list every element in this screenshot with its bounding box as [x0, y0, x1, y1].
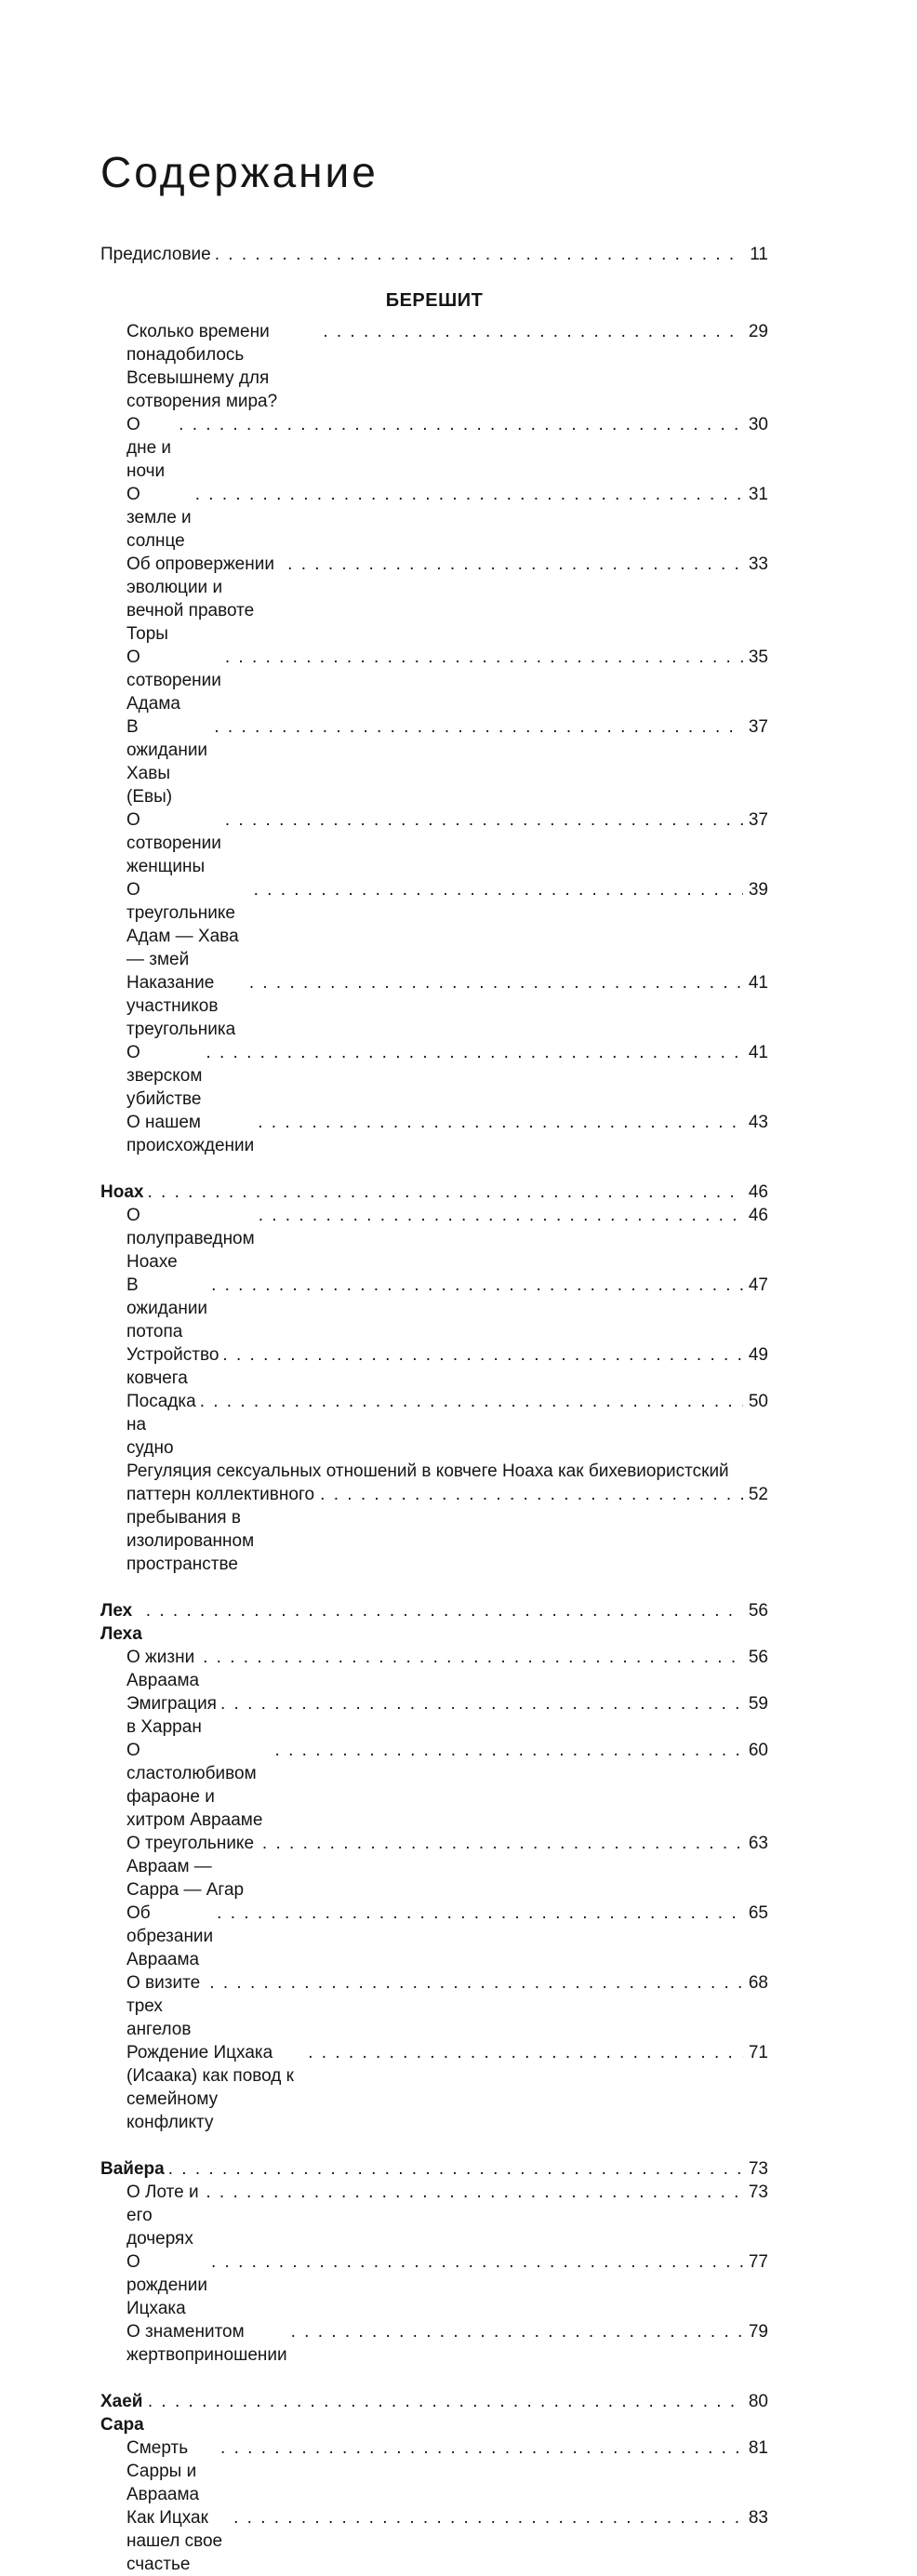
entry-title: Смерть Сарры и Авраама — [126, 2437, 200, 2504]
toc-group — [100, 289, 768, 1157]
dot-leader — [308, 2041, 743, 2064]
page-number: 81 — [748, 2437, 768, 2458]
entry-title: Рождение Ицхака (Исаака) как повод к семейному конфликту — [126, 2042, 294, 2132]
dot-leader — [209, 1971, 743, 1995]
toc-group — [100, 1599, 768, 2134]
toc-entry-row — [100, 646, 768, 715]
toc-entry-row — [100, 878, 768, 971]
entry-title: О рождении Ицхака — [126, 2251, 208, 2318]
dot-leader — [217, 1902, 743, 1925]
page-number: 49 — [748, 1344, 768, 1365]
page-number: 50 — [748, 1391, 768, 1411]
entry-title: В ожидании потопа — [126, 1275, 208, 1341]
entry-title: О треугольнике Авраам — Сарра — Агар — [126, 1833, 255, 1900]
page-number: 59 — [748, 1693, 768, 1714]
toc-entry-row — [100, 1460, 768, 1483]
dot-leader — [195, 483, 743, 506]
toc-group — [100, 2157, 768, 2367]
entry-title: Посадка на судно — [126, 1391, 196, 1458]
page-number: 83 — [748, 2507, 768, 2528]
page-number: 33 — [748, 554, 768, 574]
entry-title: О земле и солнце — [126, 484, 192, 551]
toc-entry-row — [100, 1739, 768, 1832]
entry-title: Устройство ковчега — [126, 1344, 219, 1388]
page-number: 46 — [748, 1205, 768, 1225]
page-number: 73 — [748, 2182, 768, 2202]
page-number: 37 — [748, 809, 768, 830]
entry-title: О полуправедном Ноахе — [126, 1205, 255, 1272]
dot-leader — [287, 553, 743, 576]
entry-title: О сотворении Адама — [126, 647, 221, 714]
toc-section-row — [100, 2157, 768, 2181]
page-number: 39 — [748, 879, 768, 900]
page-number: 68 — [748, 1972, 768, 1993]
dot-leader — [148, 2390, 743, 2413]
toc-entry-row — [100, 1111, 768, 1157]
page-number: 52 — [748, 1484, 768, 1504]
dot-leader — [249, 971, 743, 994]
toc-entry-row — [100, 808, 768, 878]
entry-title: О визите трех ангелов — [126, 1972, 201, 2039]
toc-entry-row — [100, 553, 768, 646]
entry-title: Об обрезании Авраама — [126, 1902, 214, 1969]
page-number: 35 — [748, 647, 768, 667]
toc-entry-row — [100, 243, 768, 266]
page-number: 43 — [748, 1112, 768, 1132]
entry-title: О знаменитом жертвоприношении — [126, 2321, 287, 2365]
dot-leader — [146, 1599, 743, 1622]
dot-leader — [225, 808, 743, 832]
section-heading: БЕРЕШИТ — [385, 289, 484, 311]
toc-entry-row — [100, 2250, 768, 2320]
dot-leader — [254, 878, 743, 901]
toc-body — [100, 243, 768, 2576]
dot-leader — [291, 2320, 743, 2343]
dot-leader — [203, 1646, 743, 1669]
page-number: 60 — [748, 1740, 768, 1760]
entry-title: Как Ицхак нашел свое счастье — [126, 2507, 223, 2574]
toc-section-row — [100, 2390, 768, 2436]
toc-entry-row — [100, 715, 768, 808]
toc-entry-row — [100, 483, 768, 553]
toc-entry-row — [100, 1646, 768, 1692]
dot-leader — [222, 1343, 743, 1367]
entry-title: Наказание участников треугольника — [126, 972, 236, 1039]
toc-entry-row — [100, 971, 768, 1041]
toc-entry-row — [100, 2041, 768, 2134]
page-number: 56 — [748, 1600, 768, 1621]
entry-title: О сластолюбивом фараоне и хитром Аврааме — [126, 1740, 263, 1830]
page-number: 47 — [748, 1275, 768, 1295]
toc-entry-row — [100, 1971, 768, 2041]
entry-title: Вайера — [100, 2158, 165, 2179]
toc-entry-row — [100, 1832, 768, 1902]
dot-leader — [147, 1181, 743, 1204]
dot-leader — [206, 1041, 743, 1064]
page-number: 79 — [748, 2321, 768, 2342]
toc-entry-row — [100, 1204, 768, 1274]
toc-section-row — [100, 1599, 768, 1646]
page-number: 37 — [748, 716, 768, 737]
page-number: 29 — [748, 321, 768, 341]
dot-leader — [214, 715, 743, 739]
page-number: 31 — [748, 484, 768, 504]
entry-title: паттерн коллективного пребывания в изолированном пространстве — [126, 1484, 315, 1574]
dot-leader — [211, 1274, 743, 1297]
dot-leader — [323, 320, 743, 343]
entry-title: О сотворении женщины — [126, 809, 221, 876]
toc-group — [100, 1181, 768, 1576]
dot-leader — [220, 2436, 743, 2460]
entry-title: В ожидании Хавы (Евы) — [126, 716, 208, 807]
toc-entry-row — [100, 1274, 768, 1343]
toc-section-row — [100, 1181, 768, 1204]
page-number: 56 — [748, 1647, 768, 1667]
entry-title: О треугольнике Адам — Хава — змей — [126, 879, 239, 969]
entry-title: Регуляция сексуальных отношений в ковчеге Ноаха как бихевиористский — [126, 1461, 729, 1481]
dot-leader — [275, 1739, 743, 1762]
entry-title: О Лоте и его дочерях — [126, 2182, 199, 2249]
toc-entry-row — [100, 1390, 768, 1460]
entry-title: О нашем происхождении — [126, 1112, 255, 1155]
dot-leader — [225, 646, 743, 669]
toc-entry-row — [100, 320, 768, 413]
entry-title: Эмиграция в Харран — [126, 1693, 217, 1737]
entry-title: Предисловие — [100, 244, 211, 264]
toc-entry-row — [100, 1692, 768, 1739]
toc-entry-row — [100, 1041, 768, 1111]
dot-leader — [215, 243, 743, 266]
dot-leader — [220, 1692, 743, 1715]
page-number: 65 — [748, 1902, 768, 1923]
entry-title: О дне и ночи — [126, 414, 172, 481]
dot-leader — [179, 413, 743, 436]
entry-title: Сколько времени понадобилось Всевышнему для сотворения мира? — [126, 321, 278, 411]
page-title: Содержание — [100, 148, 379, 196]
toc-entry-row — [100, 413, 768, 483]
dot-leader — [262, 1832, 743, 1855]
page-number: 41 — [748, 972, 768, 993]
dot-leader — [233, 2506, 743, 2529]
dot-leader — [211, 2250, 743, 2274]
page-number: 77 — [748, 2251, 768, 2272]
dot-leader — [259, 1204, 743, 1227]
entry-title: О зверском убийстве — [126, 1042, 203, 1109]
toc-entry-row — [100, 1483, 768, 1576]
toc-entry-row — [100, 1343, 768, 1390]
dot-leader — [258, 1111, 743, 1134]
dot-leader — [200, 1390, 743, 1413]
page-number: 71 — [748, 2042, 768, 2062]
toc-entry-row — [100, 2506, 768, 2576]
dot-leader — [320, 1483, 743, 1506]
entry-title: Об опровержении эволюции и вечной правоте Торы — [126, 554, 274, 644]
page-number: 80 — [748, 2391, 768, 2411]
dot-leader — [206, 2181, 743, 2204]
page-number: 11 — [750, 244, 768, 264]
page-number: 63 — [748, 1833, 768, 1853]
toc-group — [100, 2390, 768, 2576]
page-number: 46 — [748, 1181, 768, 1202]
toc-entry-row — [100, 2181, 768, 2250]
entry-title: О жизни Авраама — [126, 1647, 200, 1690]
toc-entry-row — [100, 2436, 768, 2506]
entry-title: Хаей Сара — [100, 2391, 144, 2435]
entry-title: Лех Леха — [100, 1600, 142, 1644]
page-number: 30 — [748, 414, 768, 434]
toc-entry-row — [100, 1902, 768, 1971]
page-number: 41 — [748, 1042, 768, 1062]
toc-entry-row — [100, 2320, 768, 2367]
entry-title: Ноах — [100, 1181, 144, 1202]
page-number: 73 — [748, 2158, 768, 2179]
dot-leader — [168, 2157, 743, 2181]
